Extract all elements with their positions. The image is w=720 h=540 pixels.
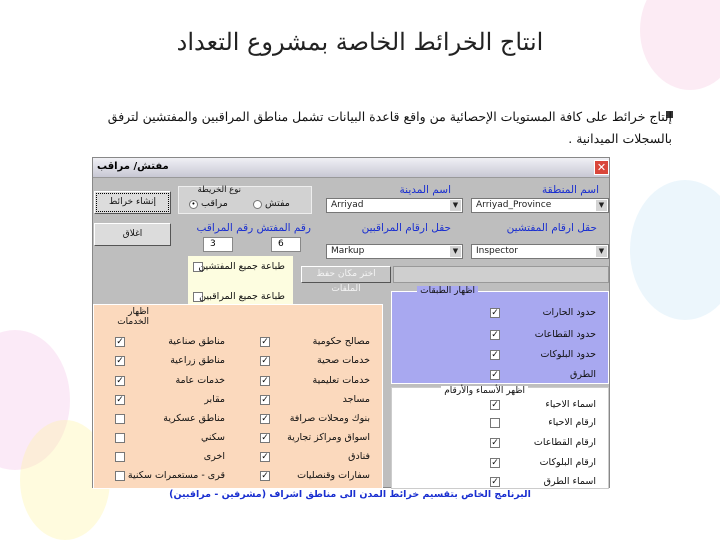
service-checkbox[interactable] bbox=[115, 433, 125, 443]
dialog-window bbox=[92, 157, 610, 488]
supervisor-number-input[interactable]: 3 bbox=[203, 237, 233, 252]
service-checkbox[interactable]: ✓ bbox=[261, 376, 269, 386]
layer-checkbox[interactable]: ✓ bbox=[491, 330, 499, 340]
service-checkbox[interactable] bbox=[115, 471, 125, 481]
choose-save-location-button[interactable]: اختر مكان حفظ الملفات bbox=[301, 266, 391, 283]
service-label: خدمات صحية bbox=[317, 355, 370, 366]
print-options-box bbox=[188, 256, 293, 307]
radio-inspector-label: مفتش bbox=[265, 198, 290, 209]
decor-balloon bbox=[630, 180, 720, 320]
names-group bbox=[391, 387, 609, 489]
name-checkbox[interactable]: ✓ bbox=[491, 400, 499, 410]
name-label: ارقام القطاعات bbox=[533, 437, 596, 448]
services-title: اظهار الخدمات bbox=[94, 307, 152, 327]
layer-checkbox[interactable]: ✓ bbox=[491, 370, 499, 380]
radio-supervisor-label: مراقب bbox=[201, 198, 228, 209]
supervisor-field-select[interactable] bbox=[326, 244, 463, 259]
layer-label: حدود القطاعات bbox=[534, 329, 596, 340]
inspector-field-select[interactable] bbox=[471, 244, 609, 259]
close-icon[interactable]: ✕ bbox=[594, 160, 609, 175]
name-checkbox[interactable]: ✓ bbox=[491, 438, 499, 448]
region-select[interactable] bbox=[471, 198, 609, 213]
service-checkbox[interactable]: ✓ bbox=[261, 395, 269, 405]
service-checkbox[interactable]: ✓ bbox=[261, 356, 269, 366]
service-checkbox[interactable]: ✓ bbox=[116, 356, 124, 366]
chevron-down-icon[interactable]: ▼ bbox=[450, 200, 461, 211]
layer-label: الطرق bbox=[570, 369, 596, 380]
inspector-field-value: Inspector bbox=[476, 246, 518, 256]
map-type-label: نوع الخريطة bbox=[197, 185, 241, 195]
name-checkbox[interactable]: ✓ bbox=[491, 458, 499, 468]
layer-label: حدود البلوكات bbox=[540, 349, 596, 360]
supervisor-field-value: Markup bbox=[331, 246, 365, 256]
slide-title: انتاج الخرائط الخاصة بمشروع التعداد bbox=[176, 28, 544, 56]
name-label: ارقام البلوكات bbox=[539, 457, 596, 468]
service-label: سكني bbox=[201, 432, 225, 443]
window-title: مفتش/ مراقب bbox=[97, 161, 169, 172]
bullet-text: إنتاج خرائط على كافة المستويات الإحصائية من واقع قاعدة البيانات تشمل مناطق المراقبين والمفتشين لترفق بالسجلات الميدانية . bbox=[107, 109, 672, 146]
service-label: سفارات وقنصليات bbox=[297, 470, 370, 481]
inspector-field-label: حقل ارقام المفتشين bbox=[506, 222, 597, 234]
region-label: اسم المنطقة bbox=[542, 184, 599, 196]
save-path-input[interactable] bbox=[393, 266, 609, 283]
caption: البرنامج الخاص بتقسيم خرائط المدن الى مناطق اشراف (مشرفين - مراقبين) bbox=[169, 489, 531, 500]
service-label: اسواق ومراكز تجارية bbox=[287, 432, 370, 443]
print-all-inspectors-label: طباعة جميع المفتشين bbox=[198, 261, 285, 272]
chevron-down-icon[interactable]: ▼ bbox=[596, 200, 607, 211]
service-label: مناطق صناعية bbox=[168, 336, 225, 347]
service-checkbox[interactable] bbox=[115, 414, 125, 424]
layers-group bbox=[391, 286, 609, 384]
service-label: مناطق عسكرية bbox=[163, 413, 225, 424]
service-checkbox[interactable]: ✓ bbox=[261, 433, 269, 443]
service-checkbox[interactable]: ✓ bbox=[261, 337, 269, 347]
service-label: مصالح حكومية bbox=[312, 336, 370, 347]
service-label: اخرى bbox=[203, 451, 225, 462]
map-type-group bbox=[178, 186, 312, 214]
service-checkbox[interactable]: ✓ bbox=[261, 452, 269, 462]
print-all-supervisors-label: طباعة جميع المراقبين bbox=[199, 291, 285, 302]
chevron-down-icon[interactable]: ▼ bbox=[596, 246, 607, 257]
numbers-label: رقم المفتش رقم المراقب bbox=[196, 222, 311, 234]
name-checkbox[interactable] bbox=[490, 418, 500, 428]
inspector-number-input[interactable]: 6 bbox=[271, 237, 301, 252]
create-maps-button[interactable]: إنشاء خرائط bbox=[94, 191, 171, 214]
name-label: اسماء الطرق bbox=[543, 476, 596, 487]
service-label: قرى - مستعمرات سكنية bbox=[127, 470, 225, 481]
service-label: خدمات عامة bbox=[175, 375, 225, 386]
service-label: مقابر bbox=[204, 394, 225, 405]
service-checkbox[interactable]: ✓ bbox=[116, 337, 124, 347]
service-label: مناطق زراعية bbox=[170, 355, 225, 366]
name-checkbox[interactable]: ✓ bbox=[491, 477, 499, 487]
service-label: خدمات تعليمية bbox=[312, 375, 370, 386]
layers-title: اظهار الطبقات bbox=[417, 286, 478, 296]
city-value: Arriyad bbox=[331, 200, 364, 210]
name-label: اسماء الاحياء bbox=[545, 399, 596, 410]
names-title: اظهر الأسماء والأرقام bbox=[441, 386, 528, 396]
radio-supervisor[interactable]: • bbox=[189, 200, 198, 209]
service-checkbox[interactable]: ✓ bbox=[116, 376, 124, 386]
city-label: اسم المدينة bbox=[399, 184, 451, 196]
services-group bbox=[93, 304, 383, 489]
layer-checkbox[interactable]: ✓ bbox=[491, 308, 499, 318]
city-select[interactable] bbox=[326, 198, 463, 213]
service-checkbox[interactable]: ✓ bbox=[261, 471, 269, 481]
layer-checkbox[interactable]: ✓ bbox=[491, 350, 499, 360]
service-label: بنوك ومحلات صرافة bbox=[289, 413, 370, 424]
service-checkbox[interactable]: ✓ bbox=[116, 395, 124, 405]
layer-label: حدود الحارات bbox=[542, 307, 596, 318]
service-checkbox[interactable] bbox=[115, 452, 125, 462]
radio-inspector[interactable] bbox=[253, 200, 262, 209]
region-value: Arriyad_Province bbox=[476, 200, 552, 210]
name-label: ارقام الاحياء bbox=[548, 417, 596, 428]
supervisor-field-label: حقل ارقام المراقبين bbox=[361, 222, 451, 234]
service-label: فنادق bbox=[348, 451, 370, 462]
chevron-down-icon[interactable]: ▼ bbox=[450, 246, 461, 257]
service-checkbox[interactable]: ✓ bbox=[261, 414, 269, 424]
title-bar bbox=[93, 158, 609, 178]
close-button[interactable]: اغلاق bbox=[94, 223, 171, 246]
service-label: مساجد bbox=[342, 394, 370, 405]
